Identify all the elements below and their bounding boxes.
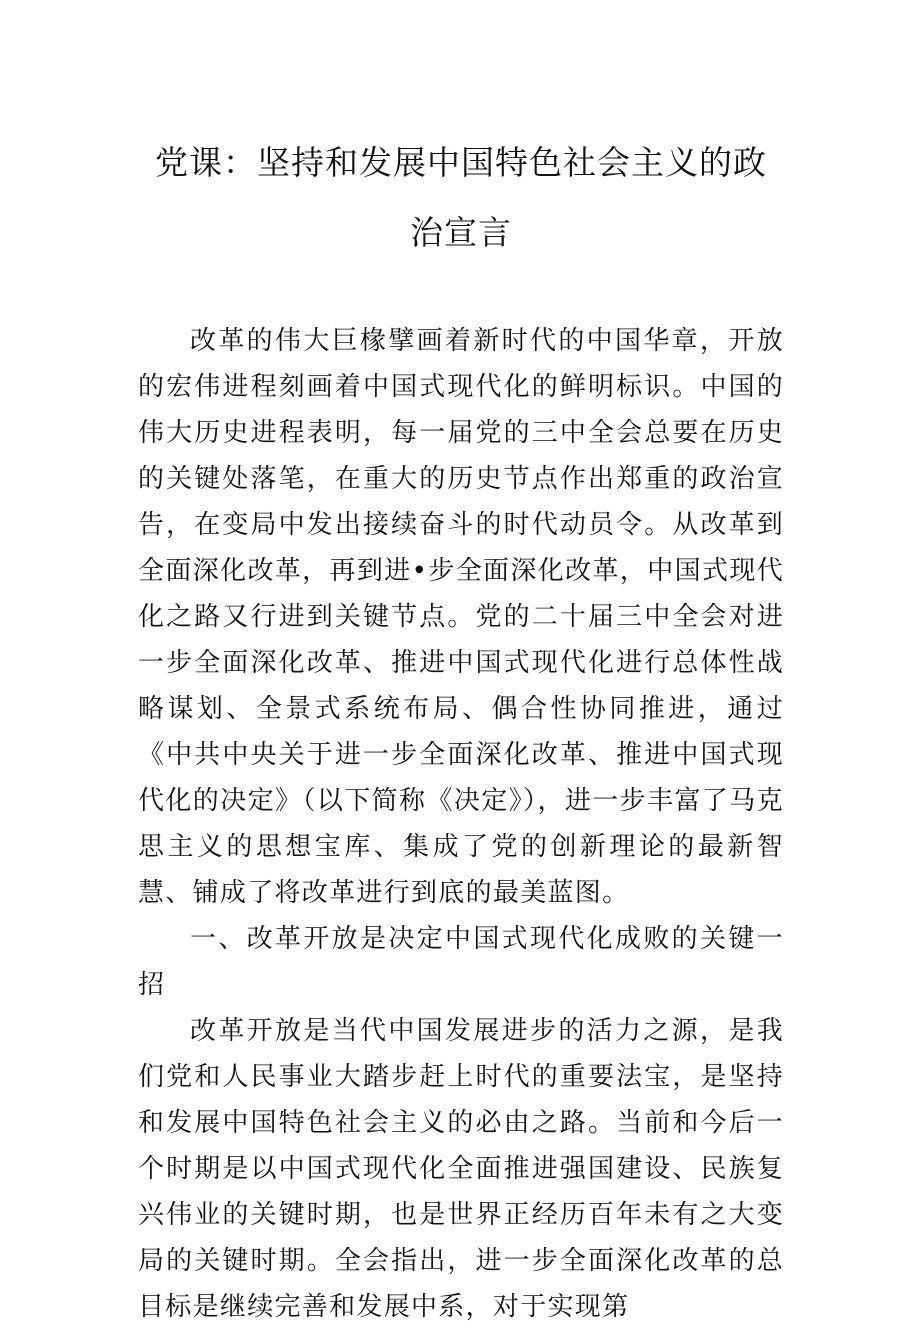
intro-paragraph: 改革的伟大巨椽擘画着新时代的中国华章，开放的宏伟进程刻画着中国式现代化的鲜明标识。中国的伟大历史进程表明，每一届党的三中全会总要在历史的关键处落笔，在重大的历史节点作出郑重的政治宣告，在变局中发出接续奋斗的时代动员令。从改革到全面深化改革，再到进•步全面深化改革，中国式现代化之路又行进到关键节点。党的二十届三中全会对进一步全面深化改革、推进中国式现代化进行总体性战略谋划、全景式系统布局、偶合性协同推进，通过《中共中央关于进一步全面深化改革、推进中国式现代化的决定》（以下简称《决定》），进一步丰富了马克思主义的思想宝库、集成了党的创新理论的最新智慧、铺成了将改革进行到底的最美蓝图。 — [138, 326, 784, 908]
document-body — [138, 318, 784, 1330]
document-title-line-2: 治宣言 — [410, 213, 512, 252]
section-paragraph: 改革开放是当代中国发展进步的活力之源，是我们党和人民事业大踏步赶上时代的重要法宝，是坚持和发展中国特色社会主义的必由之路。当前和今后一个时期是以中国式现代化全面推进强国建设、民族复兴伟业的关键时期，也是世界正经历百年未有之大变局的关键时期。全会指出，进一步全面深化改革的总目标是继续完善和发展中系，对于实现第 — [138, 1016, 784, 1322]
section-heading: 一、改革开放是决定中国式现代化成败的关键一招 — [138, 924, 784, 1000]
document-title-line-1: 党课：坚持和发展中国特色社会主义的政 — [155, 143, 767, 182]
